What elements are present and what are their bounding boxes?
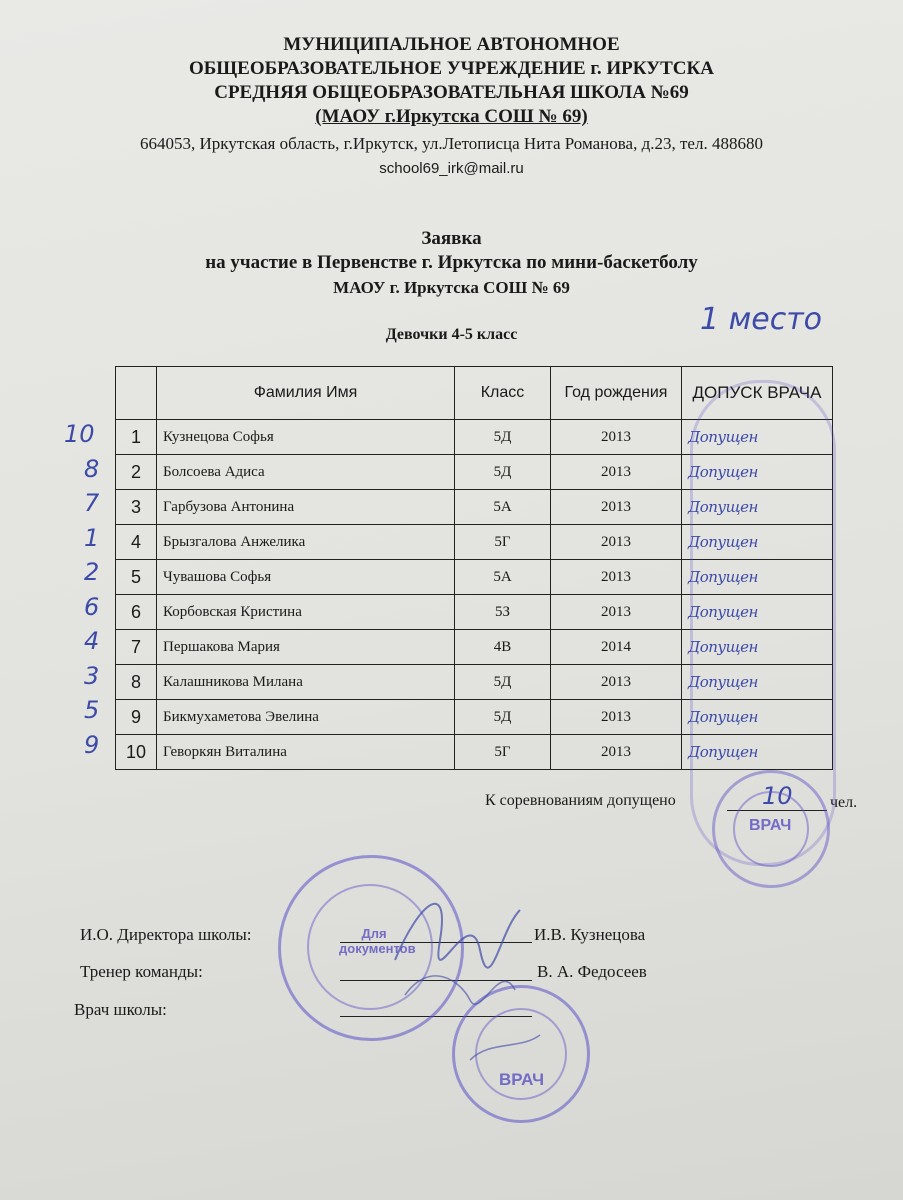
- row-admit: Допущен: [682, 525, 833, 560]
- row-mark: 1: [84, 523, 100, 552]
- row-mark: 3: [84, 661, 100, 690]
- row-mark: 5: [84, 696, 100, 724]
- row-number: 6: [116, 595, 157, 630]
- row-admit: Допущен: [682, 665, 833, 700]
- org-short-wrap: [0, 106, 903, 128]
- header-year: Год рождения: [551, 367, 682, 420]
- row-number: 4: [116, 525, 157, 560]
- row-class: 5Д: [455, 700, 551, 735]
- row-year: 2013: [551, 735, 682, 770]
- school-stamp: [278, 855, 464, 1041]
- school-stamp-center: Для документов: [339, 926, 416, 956]
- row-class: 5Д: [455, 420, 551, 455]
- org-address: 664053, Иркутская область, г.Иркутск, ул.Летописца Нита Романова, д.23, тел. 488680: [140, 134, 763, 153]
- row-admit: Допущен: [682, 560, 833, 595]
- doc-title: Заявка: [421, 228, 482, 249]
- row-admit: Допущен: [682, 455, 833, 490]
- row-class: 5З: [455, 595, 551, 630]
- header-doctor: ДОПУСК ВРАЧА: [682, 367, 833, 420]
- row-name: Калашникова Милана: [157, 665, 455, 700]
- row-class: 5Г: [455, 525, 551, 560]
- org-short-name: (МАОУ г.Иркутска СОШ № 69): [315, 106, 588, 127]
- row-name: Кузнецова Софья: [157, 420, 455, 455]
- doctor-stamp-word-top: ВРАЧ: [749, 817, 792, 834]
- coach-label: Тренер команды:: [80, 962, 203, 981]
- row-class: 5Д: [455, 455, 551, 490]
- director-name: И.В. Кузнецова: [534, 925, 646, 944]
- coach-name: В. А. Федосеев: [537, 962, 647, 981]
- row-number: 5: [116, 560, 157, 595]
- header-name: Фамилия Имя: [157, 367, 455, 420]
- header-num: [116, 367, 157, 420]
- row-number: 10: [116, 735, 157, 770]
- row-admit: Допущен: [682, 420, 833, 455]
- row-name: Геворкян Виталина: [157, 735, 455, 770]
- org-name-line3: СРЕДНЯЯ ОБЩЕОБРАЗОВАТЕЛЬНАЯ ШКОЛА №69: [214, 82, 689, 103]
- row-name: Гарбузова Антонина: [157, 490, 455, 525]
- row-number: 3: [116, 490, 157, 525]
- row-year: 2013: [551, 490, 682, 525]
- row-year: 2014: [551, 630, 682, 665]
- row-admit: Допущен: [682, 595, 833, 630]
- row-class: 5А: [455, 490, 551, 525]
- org-name-line2: ОБЩЕОБРАЗОВАТЕЛЬНОЕ УЧРЕЖДЕНИЕ г. ИРКУТСКА: [188, 58, 715, 79]
- doctor-stamp-word-bottom: ВРАЧ: [499, 1070, 545, 1089]
- row-class: 4В: [455, 630, 551, 665]
- doc-school: МАОУ г. Иркутска СОШ № 69: [333, 278, 570, 297]
- row-name: Болсоева Адиса: [157, 455, 455, 490]
- row-mark: 7: [84, 489, 100, 517]
- handwritten-place: 1 место: [700, 302, 823, 337]
- doc-subtitle: на участие в Первенстве г. Иркутска по мини-баскетболу: [205, 252, 698, 273]
- row-year: 2013: [551, 560, 682, 595]
- director-label: И.О. Директора школы:: [80, 925, 252, 944]
- row-class: 5Д: [455, 665, 551, 700]
- row-mark: 10: [64, 420, 95, 448]
- row-admit: Допущен: [682, 735, 833, 770]
- row-name: Корбовская Кристина: [157, 595, 455, 630]
- handwritten-count: 10: [762, 782, 793, 810]
- row-number: 9: [116, 700, 157, 735]
- org-name-line1: МУНИЦИПАЛЬНОЕ АВТОНОМНОЕ: [283, 34, 620, 55]
- row-year: 2013: [551, 665, 682, 700]
- row-class: 5А: [455, 560, 551, 595]
- row-year: 2013: [551, 525, 682, 560]
- row-name: Чувашова Софья: [157, 560, 455, 595]
- row-name: Першакова Мария: [157, 630, 455, 665]
- row-number: 7: [116, 630, 157, 665]
- doctor-label: Врач школы:: [74, 1000, 167, 1019]
- row-year: 2013: [551, 420, 682, 455]
- admitted-unit: чел.: [830, 794, 858, 811]
- row-class: 5Г: [455, 735, 551, 770]
- row-mark: 2: [84, 558, 100, 586]
- row-mark: 4: [84, 627, 100, 655]
- doctor-stamp-bottom: [452, 985, 590, 1123]
- row-mark: 8: [84, 454, 100, 483]
- row-year: 2013: [551, 700, 682, 735]
- row-mark: 6: [84, 592, 100, 621]
- row-year: 2013: [551, 595, 682, 630]
- doc-category: Девочки 4-5 класс: [385, 326, 518, 343]
- row-number: 8: [116, 665, 157, 700]
- doctor-stamp-top: [712, 770, 830, 888]
- row-number: 2: [116, 455, 157, 490]
- row-year: 2013: [551, 455, 682, 490]
- org-email: school69_irk@mail.ru: [379, 160, 524, 177]
- row-number: 1: [116, 420, 157, 455]
- row-name: Бикмухаметова Эвелина: [157, 700, 455, 735]
- row-mark: 9: [84, 730, 100, 759]
- admitted-label: К соревнованиям допущено: [485, 792, 676, 809]
- row-admit: Допущен: [682, 700, 833, 735]
- row-admit: Допущен: [682, 490, 833, 525]
- header-class: Класс: [455, 367, 551, 420]
- row-admit: Допущен: [682, 630, 833, 665]
- row-name: Брызгалова Анжелика: [157, 525, 455, 560]
